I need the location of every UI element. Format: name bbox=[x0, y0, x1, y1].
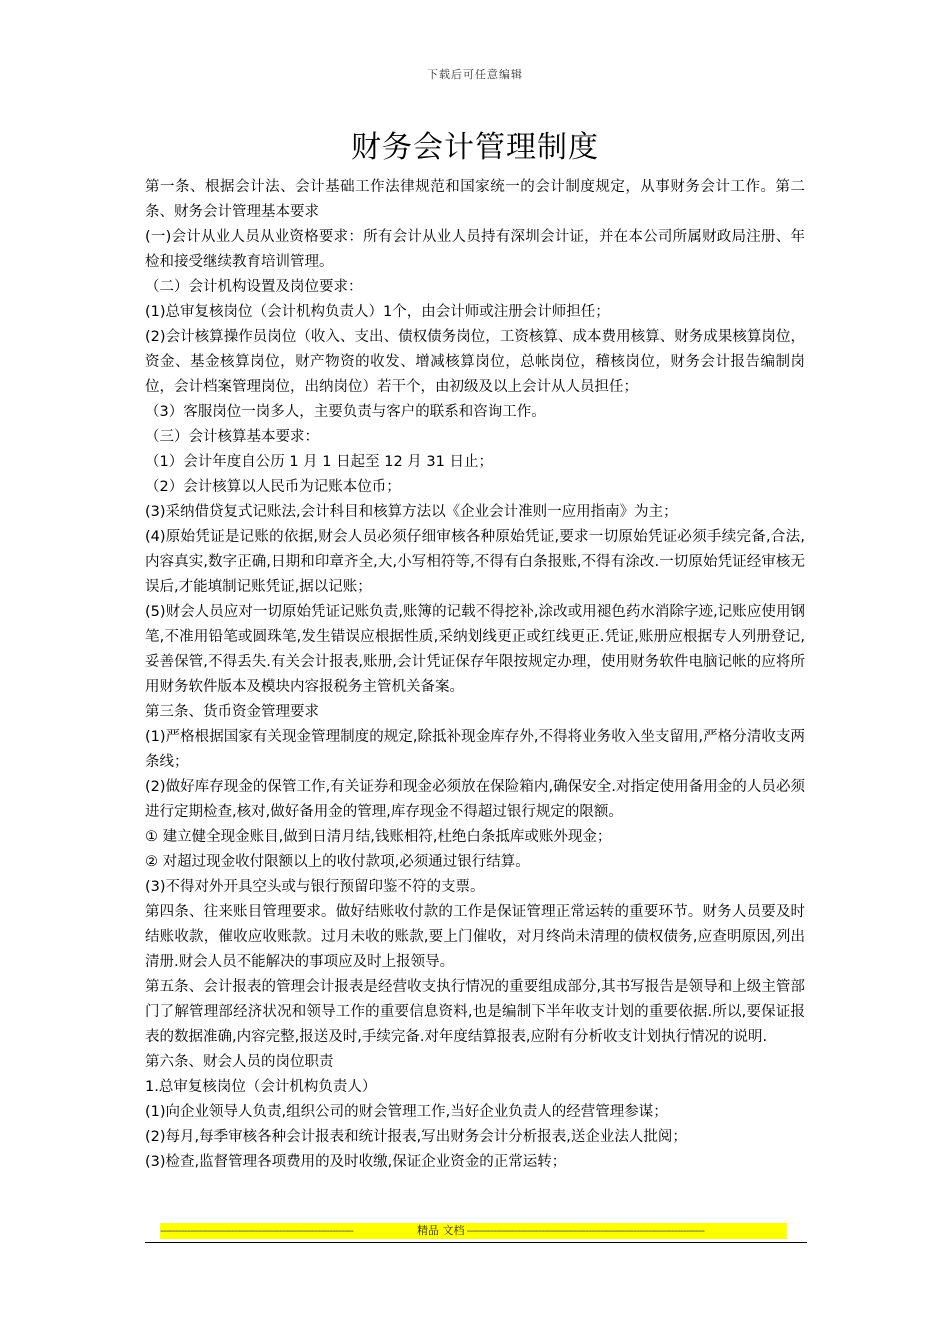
paragraph: (一)会计从业人员从业资格要求：所有会计从业人员持有深圳会计证，并在本公司所属财政局注册、年检和接受继续教育培训管理。 bbox=[145, 229, 805, 270]
footer-label: 精品 文档 bbox=[417, 1224, 465, 1237]
paragraph: ② 对超过现金收付限额以上的收付款项,必须通过银行结算。 bbox=[145, 854, 530, 870]
paragraph: ① 建立健全现金账目,做到日清月结,钱账相符,杜绝白条抵库或账外现金； bbox=[145, 829, 612, 845]
paragraph: (1)向企业领导人负责,组织公司的财会管理工作,当好企业负责人的经营管理参谋； bbox=[145, 1104, 668, 1120]
footer-right-dashes: -------------------------------------------------------------------------------- bbox=[466, 1224, 705, 1237]
paragraph: 第三条、货币资金管理要求 bbox=[145, 704, 319, 720]
paragraph: (1)总审复核岗位（会计机构负责人）1个，由会计师或注册会计师担任； bbox=[145, 304, 610, 320]
paragraph: (4)原始凭证是记账的依据,财会人员必须仔细审核各种原始凭证,要求一切原始凭证必须手续完备,合法,内容真实,数字正确,日期和印章齐全,大,小写相符等,不得有白条报账,不得有涂改.一切原始凭证经审核无误后,才能填制记账凭证,据以记账； bbox=[145, 529, 805, 595]
paragraph: 第五条、会计报表的管理会计报表是经营收支执行情况的重要组成部分,其书写报告是领导和上级主管部门了解管理部经济状况和领导工作的重要信息资料,也是编制下半年收支计划的重要依据.所以,要保证报表的数据准确,内容完整,报送及时,手续完备.对年度结算报表,应附有分析收支计划执行情况的说明. bbox=[145, 979, 805, 1045]
paragraph: (3)检查,监督管理各项费用的及时收缴,保证企业资金的正常运转； bbox=[145, 1154, 567, 1170]
paragraph: 第六条、财会人员的岗位职责 bbox=[145, 1054, 334, 1070]
paragraph: (3)不得对外开具空头或与银行预留印鉴不符的支票。 bbox=[145, 879, 485, 895]
paragraph: (2)会计核算操作员岗位（收入、支出、债权债务岗位，工资核算、成本费用核算、财务成果核算岗位，资金、基金核算岗位，财产物资的收发、增减核算岗位，总帐岗位，稽核岗位，财务会计报告编制岗位，会计档案管理岗位，出纳岗位）若干个，由初级及以上会计从人员担任； bbox=[145, 329, 805, 395]
paragraph: (1)严格根据国家有关现金管理制度的规定,除抵补现金库存外,不得将业务收入坐支留用,严格分清收支两条线； bbox=[145, 729, 805, 770]
footer-rule bbox=[145, 1242, 807, 1243]
paragraph: (3)采纳借贷复式记账法,会计科目和核算方法以《企业会计准则一应用指南》为主； bbox=[145, 504, 678, 520]
paragraph: 1.总审复核岗位（会计机构负责人） bbox=[145, 1079, 377, 1095]
document-body bbox=[145, 175, 805, 1175]
paragraph: 第四条、往来账目管理要求。做好结账收付款的工作是保证管理正常运转的重要环节。财务人员要及时结账收款，催收应收账款。过月未收的账款,要上门催收，对月终尚未清理的债权债务,应查明原因,列出清册.财会人员不能解决的事项应及时上报领导。 bbox=[145, 904, 805, 970]
paragraph: （2）会计核算以人民币为记账本位币； bbox=[145, 479, 401, 495]
paragraph: 第一条、根据会计法、会计基础工作法律规范和国家统一的会计制度规定，从事财务会计工作。第二条、财务会计管理基本要求 bbox=[145, 179, 805, 220]
paragraph: (5)财会人员应对一切原始凭证记账负责,账簿的记载不得挖补,涂改或用褪色药水消除字迹,记账应使用钢笔,不准用铅笔或圆珠笔,发生错误应根据性质,采纳划线更正或红线更正.凭证,账册应根据专人列册登记,妥善保管,不得丢失.有关会计报表,账册,会计凭证保存年限按规定办理，使用财务软件电脑记帐的应将所用财务软件版本及模块内容报税务主管机关备案。 bbox=[145, 604, 805, 695]
footer-highlight-bar bbox=[160, 1223, 787, 1239]
paragraph: (2)每月,每季审核各种会计报表和统计报表,写出财务会计分析报表,送企业法人批阅； bbox=[145, 1129, 687, 1145]
paragraph: （3）客服岗位一岗多人，主要负责与客户的联系和咨询工作。 bbox=[145, 404, 546, 420]
footer-left-dashes: ----------------------------------------------------------------- bbox=[160, 1224, 354, 1237]
paragraph: （三）会计核算基本要求： bbox=[145, 429, 319, 445]
paragraph: （二）会计机构设置及岗位要求： bbox=[145, 279, 363, 295]
paragraph: (2)做好库存现金的保管工作,有关证券和现金必须放在保险箱内,确保安全.对指定使用备用金的人员必须进行定期检查,核对,做好备用金的管理,库存现金不得超过银行规定的限额。 bbox=[145, 779, 805, 820]
document-title: 财务会计管理制度 bbox=[351, 130, 599, 165]
header-note: 下载后可任意编辑 bbox=[427, 68, 523, 81]
paragraph: （1）会计年度自公历 1 月 1 日起至 12 月 31 日止； bbox=[145, 454, 493, 470]
